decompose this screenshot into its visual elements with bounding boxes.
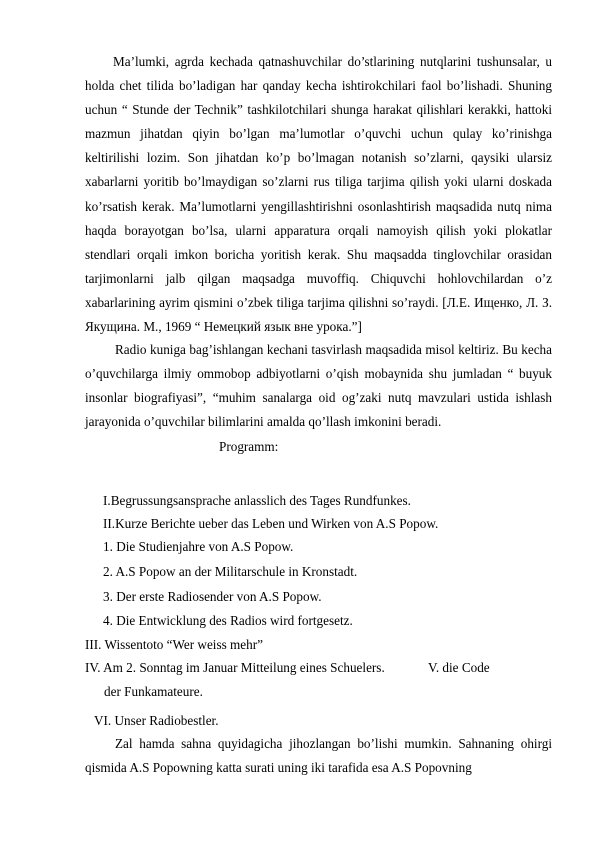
program-subitem-1: 1. Die Studienjahre von A.S Popow. [103, 539, 294, 554]
program-subitem-3: 3. Der erste Radiosender von A.S Popow. [103, 589, 322, 604]
paragraph-intro-text: Ma’lumki, agrda kechada qatnashuvchilar do’stlarining nutqlarini tushunsalar, u holda chet tilida bo’ladigan har qanday kecha ishtirokchilari faol bo’lishadi. Shuning uchun “ Stunde der Technik” tashkilotchilari shunga harakat qilishlari kerakki, hattoki mazmun jihatdan qiyin bo’lgan ma’lumotlar o’quvchi uchun qulay ko’rinishga keltirilishi lozim. Son jihatdan ko’p bo’lmagan notanish so’zlarni, qaysiki ularsiz xabarlarni yoritib bo’lmaydigan so’zlarni rus tiliga tarjima qilish yoki ularni doskada ko’rsatish kerak. Ma’lumotlarni yengillashtirishni osonlashtirish maqsadida nutq nima haqda borayotgan bo’lsa, ularni apparatura orqali namoyish qilish yoki plokatlar stendlari orqali imkon boricha yoritish kerak. Shu maqsadda tinglovchilar orasidan tarjimonlarni jalb qilgan maqsadga muvoffiq. Chiquvchi hohlovchilardan o’z xabarlarining ayrim qismini o’zbek tiliga tarjima qilishni so’raydi. [Л.Е. Ищенко, Л. З. Якущина. М., 1969 “ Немецкий язык вне урока.”] [85, 54, 552, 335]
paragraph-radio-day-text: Radio kuniga bag’ishlangan kechani tasvirlash maqsadida misol keltiriz. Bu kecha o’quvchilarga ilmiy ommobop adbiyotlarni o’qish mobaynida shu jumladan “ buyuk insonlar biografiyasi”, “muhim sanalarga oid og’zaki nutq mavzulari ustida ishlash jarayonida o’quvchilar bilimlarini amalda qo’llash imkonini beradi. [85, 342, 552, 430]
program-subitem-2: 2. A.S Popow an der Militarschule in Kronstadt. [103, 564, 358, 579]
program-title: Programm: [219, 439, 279, 454]
paragraph-stage-text: Zal hamda sahna quyidagicha jihozlangan bo’lishi mumkin. Sahnaning ohirgi qismida A.S Popowning katta surati uning iki tarafida esa A.S Popovning [85, 736, 552, 776]
paragraph-radio-day [85, 338, 552, 434]
program-item-1: I.Begrussungsansprache anlasslich des Tages Rundfunkes. [103, 493, 411, 508]
program-item-3: III. Wissentoto “Wer weiss mehr” [85, 637, 263, 652]
program-item-6: VI. Unser Radiobestler. [94, 713, 219, 728]
program-subitem-4: 4. Die Entwicklung des Radios wird fortgesetz. [103, 613, 353, 628]
program-item-2: II.Kurze Berichte ueber das Leben und Wirken von A.S Popow. [103, 516, 439, 531]
paragraph-stage [85, 732, 552, 780]
program-item-4: IV. Am 2. Sonntag im Januar Mitteilung eines Schuelers. [85, 660, 385, 675]
program-item-5: V. die Code [428, 660, 490, 675]
paragraph-intro [85, 50, 552, 339]
program-item-5-continued: der Funkamateure. [104, 684, 203, 699]
